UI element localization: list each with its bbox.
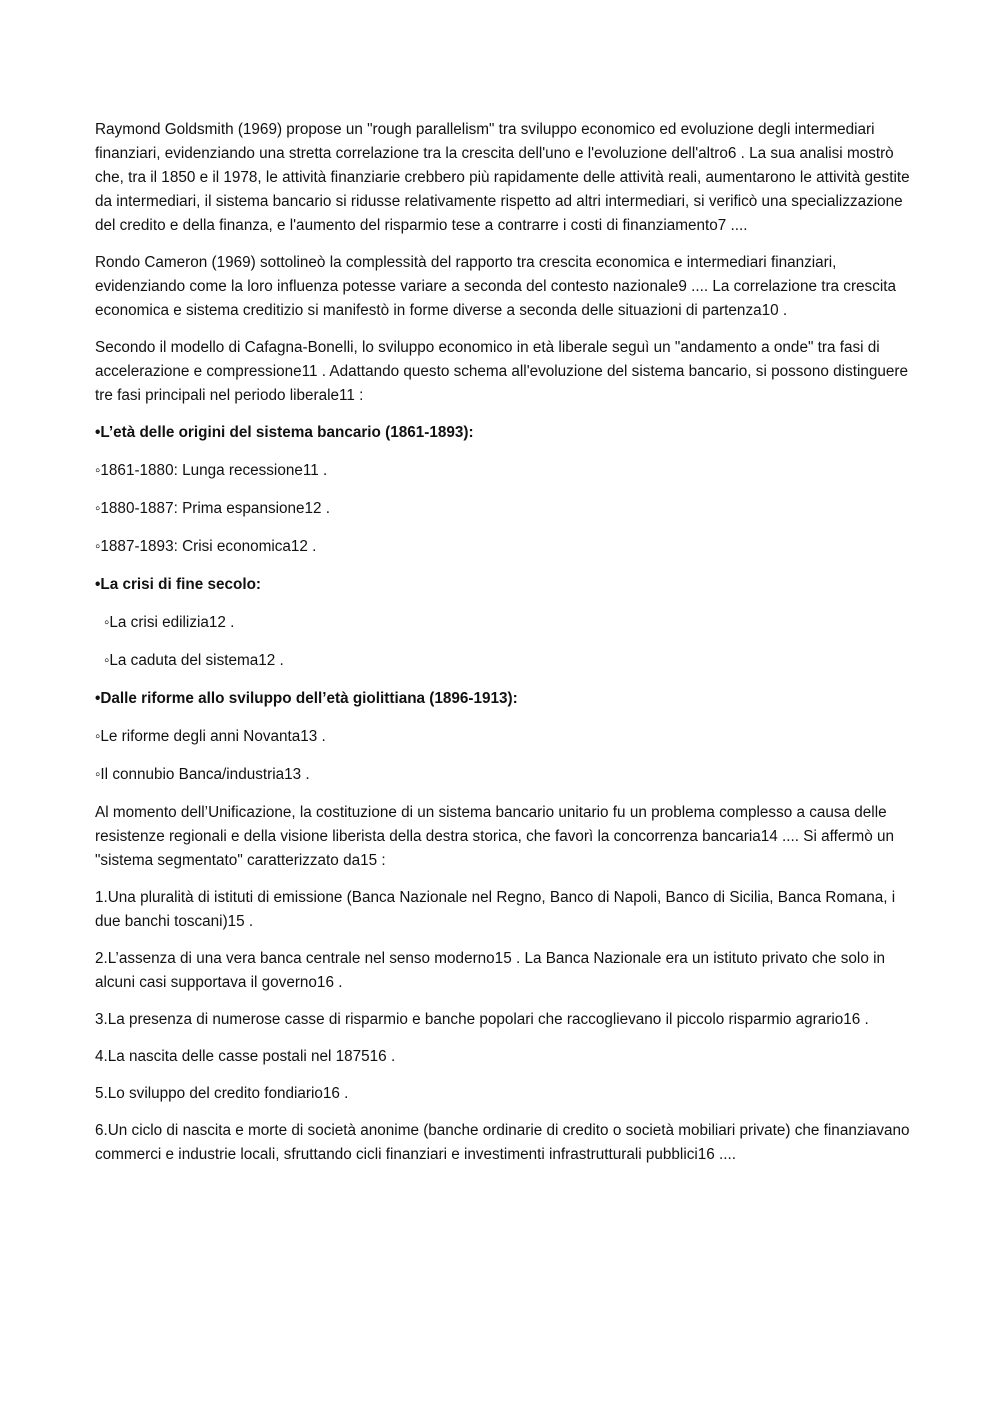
numbered-list-item: 6.Un ciclo di nascita e morte di società anonime (banche ordinarie di credito o società mobiliari private) che finanziavano commerci e industrie locali, sfruttando cicli finanziari e investimenti infrastrutturali pubblici16 .... (95, 1122, 910, 1163)
phase-item: ◦1880-1887: Prima espansione12 . (95, 500, 331, 517)
numbered-list-item: 4.La nascita delle casse postali nel 187516 . (95, 1048, 396, 1065)
numbered-list-item: 2.L’assenza di una vera banca centrale nel senso moderno15 . La Banca Nazionale era un istituto privato che solo in alcuni casi supportava il governo16 . (95, 950, 885, 991)
document-page (95, 118, 910, 1180)
numbered-list-item: 5.Lo sviluppo del credito fondiario16 . (95, 1085, 349, 1102)
phase-item: ◦La crisi edilizia12 . (104, 614, 235, 631)
phase-item: ◦La caduta del sistema12 . (104, 652, 284, 669)
phase-heading-origins: •L’età delle origini del sistema bancario (1861-1893): (95, 424, 474, 441)
phase-item: ◦Le riforme degli anni Novanta13 . (95, 728, 326, 745)
phase-heading-giolittian: •Dalle riforme allo sviluppo dell’età giolittiana (1896-1913): (95, 690, 518, 707)
paragraph-unification: Al momento dell’Unificazione, la costituzione di un sistema bancario unitario fu un problema complesso a causa delle resistenze regionali e della visione liberista della destra storica, che favorì la concorrenza bancaria14 .... Si affermò un "sistema segmentato" caratterizzato da15 : (95, 804, 894, 869)
phase-item: ◦Il connubio Banca/industria13 . (95, 766, 310, 783)
numbered-list-item: 3.La presenza di numerose casse di risparmio e banche popolari che raccoglievano il piccolo risparmio agrario16 . (95, 1011, 869, 1028)
phase-item: ◦1887-1893: Crisi economica12 . (95, 538, 317, 555)
paragraph-goldsmith: Raymond Goldsmith (1969) propose un "rough parallelism" tra sviluppo economico ed evoluzione degli intermediari finanziari, evidenziando una stretta correlazione tra la crescita dell'uno e l'evoluzione dell'altro6 . La sua analisi mostrò che, tra il 1850 e il 1978, le attività finanziarie crebbero più rapidamente delle attività reali, aumentarono le attività gestite da intermediari, il sistema bancario si ridusse relativamente rispetto ad altri intermediari, si verificò una specializzazione del credito e della finanza, e l'aumento del risparmio tese a contrarre i costi di finanziamento7 .... (95, 121, 910, 234)
phase-heading-crisis: •La crisi di fine secolo: (95, 576, 262, 593)
paragraph-cameron: Rondo Cameron (1969) sottolineò la complessità del rapporto tra crescita economica e intermediari finanziari, evidenziando come la loro influenza potesse variare a seconda del contesto nazionale9 .... La correlazione tra crescita economica e sistema creditizio si manifestò in forme diverse a seconda delle situazioni di partenza10 . (95, 254, 897, 319)
paragraph-cafagna-bonelli: Secondo il modello di Cafagna-Bonelli, lo sviluppo economico in età liberale seguì un "andamento a onde" tra fasi di accelerazione e compressione11 . Adattando questo schema all'evoluzione del sistema bancario, si possono distinguere tre fasi principali nel periodo liberale11 : (95, 339, 909, 404)
phase-item: ◦1861-1880: Lunga recessione11 . (95, 462, 328, 479)
numbered-list-item: 1.Una pluralità di istituti di emissione (Banca Nazionale nel Regno, Banco di Napoli, Banco di Sicilia, Banca Romana, i due banchi toscani)15 . (95, 889, 896, 930)
